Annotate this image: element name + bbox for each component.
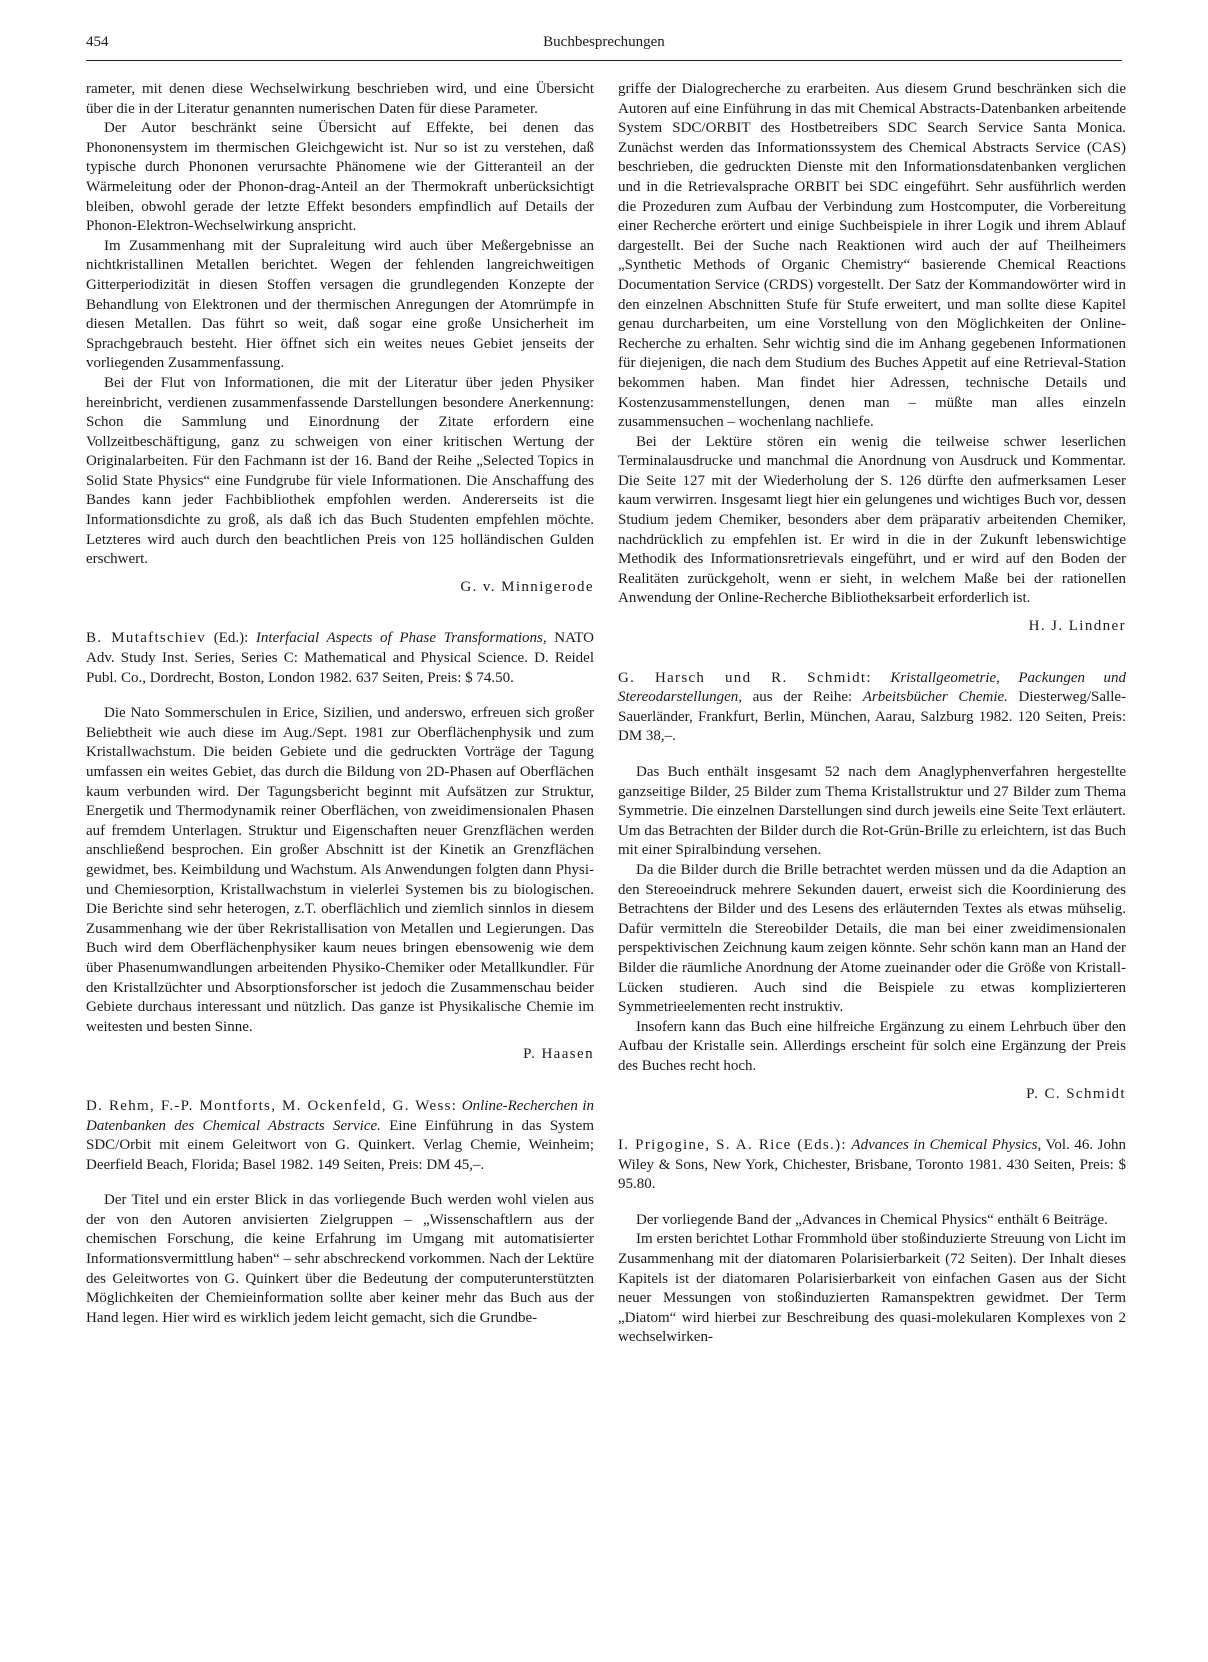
review4-series-prefix: aus der Reihe:: [752, 689, 853, 706]
right-column: [618, 80, 1126, 1348]
review4-paragraph: Das Buch enthält insgesamt 52 nach dem Anaglyphenverfahren hergestellte ganzseitige Bilder, 25 Bilder zum Thema Kristallstruktur und 27 Bilder zum Thema Symmetrie. Die einzelnen Darstellungen sind durch jeweils eine Seite Text erläutert. Um das Betrachten der Bilder durch die Rot-Grün-Brille zu erleichtern, ist das Buch mit einer Spiralbindung versehen.: [618, 764, 1126, 859]
review5-authors: I. Prigogine, S. A. Rice (Eds.):: [618, 1137, 847, 1154]
review4-authors: G. Harsch und R. Schmidt:: [618, 669, 872, 686]
review-signature: H. J. Lindner: [1028, 618, 1126, 635]
review3-details: Eine Einführung in das System SDC/Orbit mit einem Geleitwort von G. Quinkert. Verlag Chemie, Weinheim; Deerfield Beach, Florida; Basel 1982. 149 Seiten, Preis: DM 45,–.: [86, 1117, 594, 1173]
review2-author: B. Mutaftschiev: [86, 630, 207, 647]
review4-title: Kristallgeometrie, Packungen und Stereodarstellungen,: [618, 669, 1126, 706]
review5-citation: [618, 1136, 1126, 1195]
review3-paragraph: Bei der Lektüre stören ein wenig die teilweise schwer leserlichen Terminalausdrucke und manchmal die Anordnung von Ausdruck und Kommentar. Die Seite 127 mit der Wiederholung der S. 126 dürfte den aufmerksamen Leser kaum verwirren. Insgesamt liegt hier ein gelungenes und wichtiges Buch vor, dessen Studium jedem Chemiker, besonders aber dem präparativ arbeitenden Chemiker, nachdrücklich zu empfehlen ist. Er wird in die in der Zukunft lebenswichtige Methodik des Informationsretrievals eingeführt, und er wird auf den Boden der Realitäten zurückgeholt, wenn er sieht, in welchem Maße bei der rationellen Anwendung der Online-Recherche Bibliotheksarbeit erforderlich ist.: [618, 433, 1127, 607]
left-column: [86, 80, 594, 1328]
review4-citation: [618, 669, 1126, 747]
review4-series: Arbeitsbücher Chemie.: [862, 689, 1008, 706]
review3-paragraph: griffe der Dialogrecherche zu erarbeiten. Aus diesem Grund beschränken sich die Autoren auf eine Einführung in das mit Chemical Abstracts-Datenbanken arbeitende System SDC/ORBIT des Hostbetreibers SDC Search Service Santa Monica. Zunächst werden das Informationssystem des Chemical Abstracts Service (CAS) beschrieben, die gedruckten Dienste mit den Informationsdatenbanken verglichen und in die Retrievalsprache ORBIT bei SDC eingeführt. Sehr ausführlich werden die Prozeduren zum Aufbau der Verbindung zum Hostcomputer, die Vorbereitung einer Recherche erörtert und einige Suchbeispiele in ihrer Logik und ihrem Ablauf dargestellt. Bei der Suche nach Reaktionen wird auch der auf Theilheimers „Synthetic Methods of Organic Chemistry“ basierende Chemical Reactions Documentation Service (CRDS) vorgestellt. Der Satz der Kommandowörter wird in den einzelnen Abschnitten Stufe für Stufe erweitert, und man sollte diese Kapitel genau durcharbeiten, um eine Vorstellung von den Möglichkeiten der Online-Recherche zu erhalten. Sehr wichtig sind die im Anhang gegebenen Informationen für diejenigen, die nach dem Studium des Buches Appetit auf eine Retrieval-Station bekommen haben. Man findet hier Adressen, technische Details und Kostenzusammenstellungen, denen man – müßte man alles einzeln zusammensuchen – wochenlang nachliefe.: [618, 81, 1126, 431]
review2-citation: [86, 629, 594, 688]
review3-title: Online-Recherchen in Datenbanken des Chemical Abstracts Service.: [86, 1097, 595, 1134]
review5-paragraph: Der vorliegende Band der „Advances in Chemical Physics“ enthält 6 Beiträge.: [636, 1211, 1108, 1228]
review1-paragraph: Bei der Flut von Informationen, die mit der Literatur über jeden Physiker hereinbricht, verdienen zusammenfassende Darstellungen besondere Anerkennung: Schon die Sammlung und Einordnung der Zitate erfordern eine Vollzeitbeschäftigung, ganz zu schweigen von einer kritischen Wertung der Originalarbeiten. Für den Fachmann ist der 16. Band der Reihe „Selected Topics in Solid State Physics“ eine Fundgrube für viele Informationen. Die Anschaffung des Bandes kann jeder Fachbibliothek empfohlen werden. Andererseits ist die Informationsdichte zu groß, als daß ich das Buch Studenten empfehlen möchte. Letzteres wird auch durch den beachtlichen Preis von 125 holländischen Gulden erschwert.: [86, 374, 594, 568]
review3-citation: [86, 1097, 594, 1175]
review-signature: P. Haasen: [523, 1046, 594, 1063]
review-signature: P. C. Schmidt: [1026, 1085, 1126, 1102]
running-title: Buchbesprechungen: [543, 34, 665, 50]
review5-paragraph: Im ersten berichtet Lothar Frommhold über stoßinduzierte Streuung von Licht im Zusammenhang mit der diatomaren Polarisierbarkeit (72 Seiten). Der Inhalt dieses Kapitels ist der diatomaren Polarisierbarkeit von einfachen Gasen aus der Sicht neuer Messungen von stoßinduzierten Ramanspektren gewidmet. Der Term „Diatom“ wird hierbei zur Beschreibung des quasi-molekularen Komplexes von 2 wechselwirken-: [618, 1231, 1126, 1346]
review2-details: NATO Adv. Study Inst. Series, Series C: Mathematical and Physical Science. D. Reidel Publ. Co., Dordrecht, Boston, London 1982. 637 Seiten, Preis: $ 74.50.: [86, 630, 594, 686]
page-header: [86, 34, 1122, 61]
review2-paragraph: Die Nato Sommerschulen in Erice, Sizilien, und anderswo, erfreuen sich großer Beliebtheit wie auch diese im Aug./Sept. 1981 zur Oberflächenphysik und zum Kristallwachstum. Die beiden Gebiete und die gedruckten Vorträge der Tagung umfassen ein weites Gebiet, das durch die Bildung von 2D-Phasen auf Oberflächen kaum verbunden wird. Der Tagungsbericht beginnt mit Aufsätzen zur Struktur, Energetik und Thermodynamik reiner Oberflächen, von zweidimensionalen Phasen auf fremdem Unterlagen. Struktur und Eigenschaften neuer Grenzflächen werden anschließend besprochen. Ein großer Abschnitt ist der Kinetik an Grenzflächen gewidmet, bes. Keimbildung und Wachstum. Als Anwendungen folgten dann Physi- und Chemiesorption, Kristallwachstum in vielerlei Systemen bis zu biologischen. Die Berichte sind sehr heterogen, z.T. oberflächlich und ziemlich sinnlos in diesem Zusammenhang wie der über Rekristallisation von Metallen und Legierungen. Das Buch wird dem Oberflächenphysiker kaum neues bringen ebensowenig wie dem über Phasenumwandlungen arbeitenden Physiko-Chemiker oder Metallkundler. Für den Kristallzüchter und Absorptionsforscher ist jedoch die Zusammenschau beider Gebiete durchaus interessant und nützlich. Das ganze ist Physikalische Chemie im weitesten und besten Sinne.: [86, 705, 594, 1035]
review2-title: Interfacial Aspects of Phase Transformations,: [255, 630, 547, 647]
review4-paragraph: Da die Bilder durch die Brille betrachtet werden müssen und da die Adaption an den Stereoeindruck mehrere Sekunden dauert, erweist sich die Koordinierung des Betrachtens der Bilder und des Lesens des erläuternden Textes als etwas mühselig. Dafür vermitteln die Stereobilder Details, die man bei einer zweidimensionalen perspektivischen Zeichnung kaum zeigen könnte. Sehr schön kann man an Hand der Bilder die räumliche Anordnung der Atome zueinander oder die Größe von Kristall-Lücken studieren. Auch sind die Beispiele zu etwas komplizierteren Symmetrieelementen recht instruktiv.: [618, 861, 1126, 1016]
review1-paragraph: rameter, mit denen diese Wechselwirkung beschrieben wird, und eine Übersicht über die in der Literatur genannten numerischen Daten für diese Parameter.: [86, 81, 594, 117]
review5-title: Advances in Chemical Physics,: [851, 1137, 1042, 1154]
review3-paragraph: Der Titel und ein erster Blick in das vorliegende Buch werden wohl vielen aus der von den Autoren anvisierten Zielgruppen – „Wissenschaftlern aus der chemischen Forschung, die keine Erfahrung im Umgang mit automatisierter Informationsvermittlung haben“ – sehr abschreckend vorkommen. Nach der Lektüre des Geleitwortes von G. Quinkert über die Bedeutung der computerunterstützten Möglichkeiten der Chemieinformation sollte aber keiner mehr das Buch aus der Hand legen. Hier wird es wirklich jedem leicht gemacht, sich die Grundbe-: [86, 1192, 594, 1326]
review3-authors: D. Rehm, F.-P. Montforts, M. Ockenfeld, G. Wess:: [86, 1097, 458, 1114]
review-signature: G. v. Minnigerode: [460, 578, 594, 595]
page-number: 454: [86, 34, 109, 50]
review1-paragraph: Der Autor beschränkt seine Übersicht auf Effekte, bei denen das Phononensystem im thermischen Gleichgewicht ist. Nur so ist zu verstehen, daß typische durch Phononen verursachte Phänomene wie der Gitteranteil an der Wärmeleitung oder der Phonon-drag-Anteil an der Thermokraft unberücksichtigt bleiben, obwohl gerade der letzte Effekt besonders empfindlich auf Details der Phonon-Elektron-Wechselwirkung anspricht.: [86, 120, 594, 235]
review4-details: Diesterweg/Salle-Sauerländer, Frankfurt, Berlin, München, Aarau, Salzburg 1982. 120 Seiten, Preis: DM 38,–.: [618, 689, 1127, 745]
review1-paragraph: Im Zusammenhang mit der Supraleitung wird auch über Meßergebnisse an nichtkristallinen Metallen berichtet. Wegen der fehlenden langreichweitigen Gitterperiodizität in diesen Stoffen versagen die grundlegenden Konzepte der Behandlung von Elektronen und der thermischen Anregungen der Atomrümpfe in diesen Metallen. Das führt so weit, daß sogar eine große Unsicherheit im Sprachgebrauch besteht. Hier öffnet sich ein weites neues Gebiet jenseits der vorliegenden Zusammenfassung.: [86, 237, 594, 372]
review2-editor-note: (Ed.):: [213, 630, 249, 647]
review4-paragraph: Insofern kann das Buch eine hilfreiche Ergänzung zu einem Lehrbuch über den Aufbau der Kristalle sein. Allerdings erscheint für solch eine Ergänzung der Preis des Buches recht hoch.: [618, 1018, 1126, 1074]
review5-details: Vol. 46. John Wiley & Sons, New York, Chichester, Brisbane, Toronto 1981. 430 Seiten, Preis: $ 95.80.: [618, 1137, 1127, 1193]
